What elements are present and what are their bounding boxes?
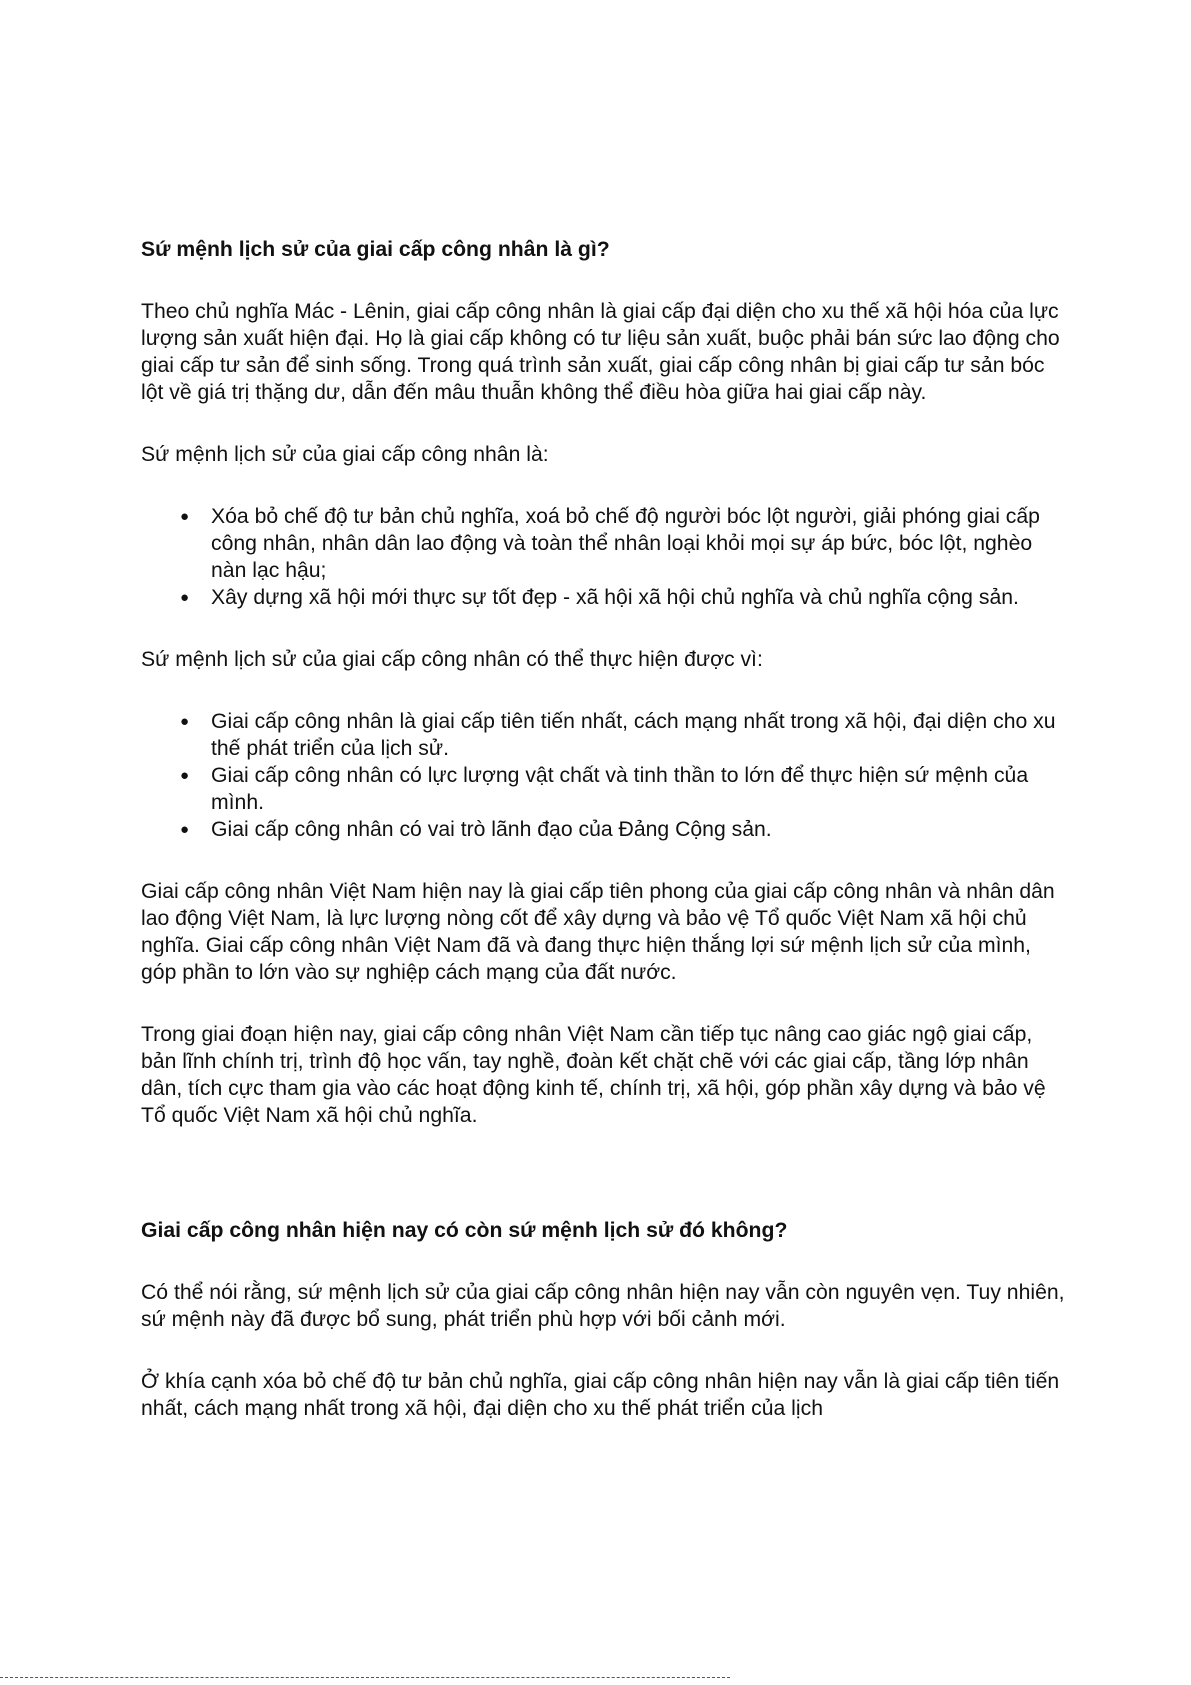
list-item-text: Xây dựng xã hội mới thực sự tốt đẹp - xã hội xã hội chủ nghĩa và chủ nghĩa cộng sản. bbox=[211, 586, 1019, 609]
mission-list bbox=[141, 503, 1071, 611]
bullet-icon: ● bbox=[180, 508, 190, 525]
section-2-paragraph-2: Ở khía cạnh xóa bỏ chế độ tư bản chủ nghĩa, giai cấp công nhân hiện nay vẫn là giai cấp tiên tiến nhất, cách mạng nhất trong xã hội, đại diện cho xu thế phát triển của lịch bbox=[141, 1370, 1060, 1420]
list-item-text: Xóa bỏ chế độ tư bản chủ nghĩa, xoá bỏ chế độ người bóc lột người, giải phóng giai cấp công nhân, nhân dân lao động và toàn thể nhân loại khỏi mọi sự áp bức, bóc lột, nghèo nàn lạc hậu; bbox=[211, 505, 1040, 582]
section-2-heading: Giai cấp công nhân hiện nay có còn sứ mệnh lịch sử đó không? bbox=[141, 1219, 788, 1242]
bullet-icon: ● bbox=[180, 767, 190, 784]
vietnam-workers-paragraph: Giai cấp công nhân Việt Nam hiện nay là giai cấp tiên phong của giai cấp công nhân và nhân dân lao động Việt Nam, là lực lượng nòng cốt để xây dựng và bảo vệ Tổ quốc Việt Nam xã hội chủ nghĩa. Giai cấp công nhân Việt Nam đã và đang thực hiện thắng lợi sứ mệnh lịch sử của mình, góp phần to lớn vào sự nghiệp cách mạng của đất nước. bbox=[141, 880, 1055, 984]
list-item bbox=[141, 816, 1071, 843]
list-item-text: Giai cấp công nhân là giai cấp tiên tiến nhất, cách mạng nhất trong xã hội, đại diện cho xu thế phát triển của lịch sử. bbox=[211, 710, 1056, 760]
bullet-icon: ● bbox=[180, 821, 190, 838]
section-1-heading: Sứ mệnh lịch sử của giai cấp công nhân là gì? bbox=[141, 238, 610, 261]
list-item bbox=[141, 762, 1071, 816]
list-item-text: Giai cấp công nhân có vai trò lãnh đạo của Đảng Cộng sản. bbox=[211, 818, 772, 841]
list-item-text: Giai cấp công nhân có lực lượng vật chất và tinh thần to lớn để thực hiện sứ mệnh của mình. bbox=[211, 764, 1029, 814]
section-2-paragraph-1: Có thể nói rằng, sứ mệnh lịch sử của giai cấp công nhân hiện nay vẫn còn nguyên vẹn. Tuy nhiên, sứ mệnh này đã được bổ sung, phát triển phù hợp với bối cảnh mới. bbox=[141, 1281, 1065, 1331]
list-1-intro: Sứ mệnh lịch sử của giai cấp công nhân là: bbox=[141, 443, 549, 466]
bullet-icon: ● bbox=[180, 589, 190, 606]
page-bottom-divider bbox=[0, 1677, 730, 1678]
document-page bbox=[141, 236, 1071, 1422]
list-item bbox=[141, 584, 1071, 611]
list-2-intro: Sứ mệnh lịch sử của giai cấp công nhân có thể thực hiện được vì: bbox=[141, 648, 763, 671]
list-item bbox=[141, 708, 1071, 762]
section-1-intro-paragraph: Theo chủ nghĩa Mác - Lênin, giai cấp công nhân là giai cấp đại diện cho xu thế xã hội hóa của lực lượng sản xuất hiện đại. Họ là giai cấp không có tư liệu sản xuất, buộc phải bán sức lao động cho giai cấp tư sản để sinh sống. Trong quá trình sản xuất, giai cấp công nhân bị giai cấp tư sản bóc lột về giá trị thặng dư, dẫn đến mâu thuẫn không thể điều hòa giữa hai giai cấp này. bbox=[141, 300, 1060, 404]
bullet-icon: ● bbox=[180, 713, 190, 730]
reasons-list bbox=[141, 708, 1071, 843]
list-item bbox=[141, 503, 1071, 584]
current-period-paragraph: Trong giai đoạn hiện nay, giai cấp công nhân Việt Nam cần tiếp tục nâng cao giác ngộ giai cấp, bản lĩnh chính trị, trình độ học vấn, tay nghề, đoàn kết chặt chẽ với các giai cấp, tầng lớp nhân dân, tích cực tham gia vào các hoạt động kinh tế, chính trị, xã hội, góp phần xây dựng và bảo vệ Tổ quốc Việt Nam xã hội chủ nghĩa. bbox=[141, 1023, 1046, 1127]
